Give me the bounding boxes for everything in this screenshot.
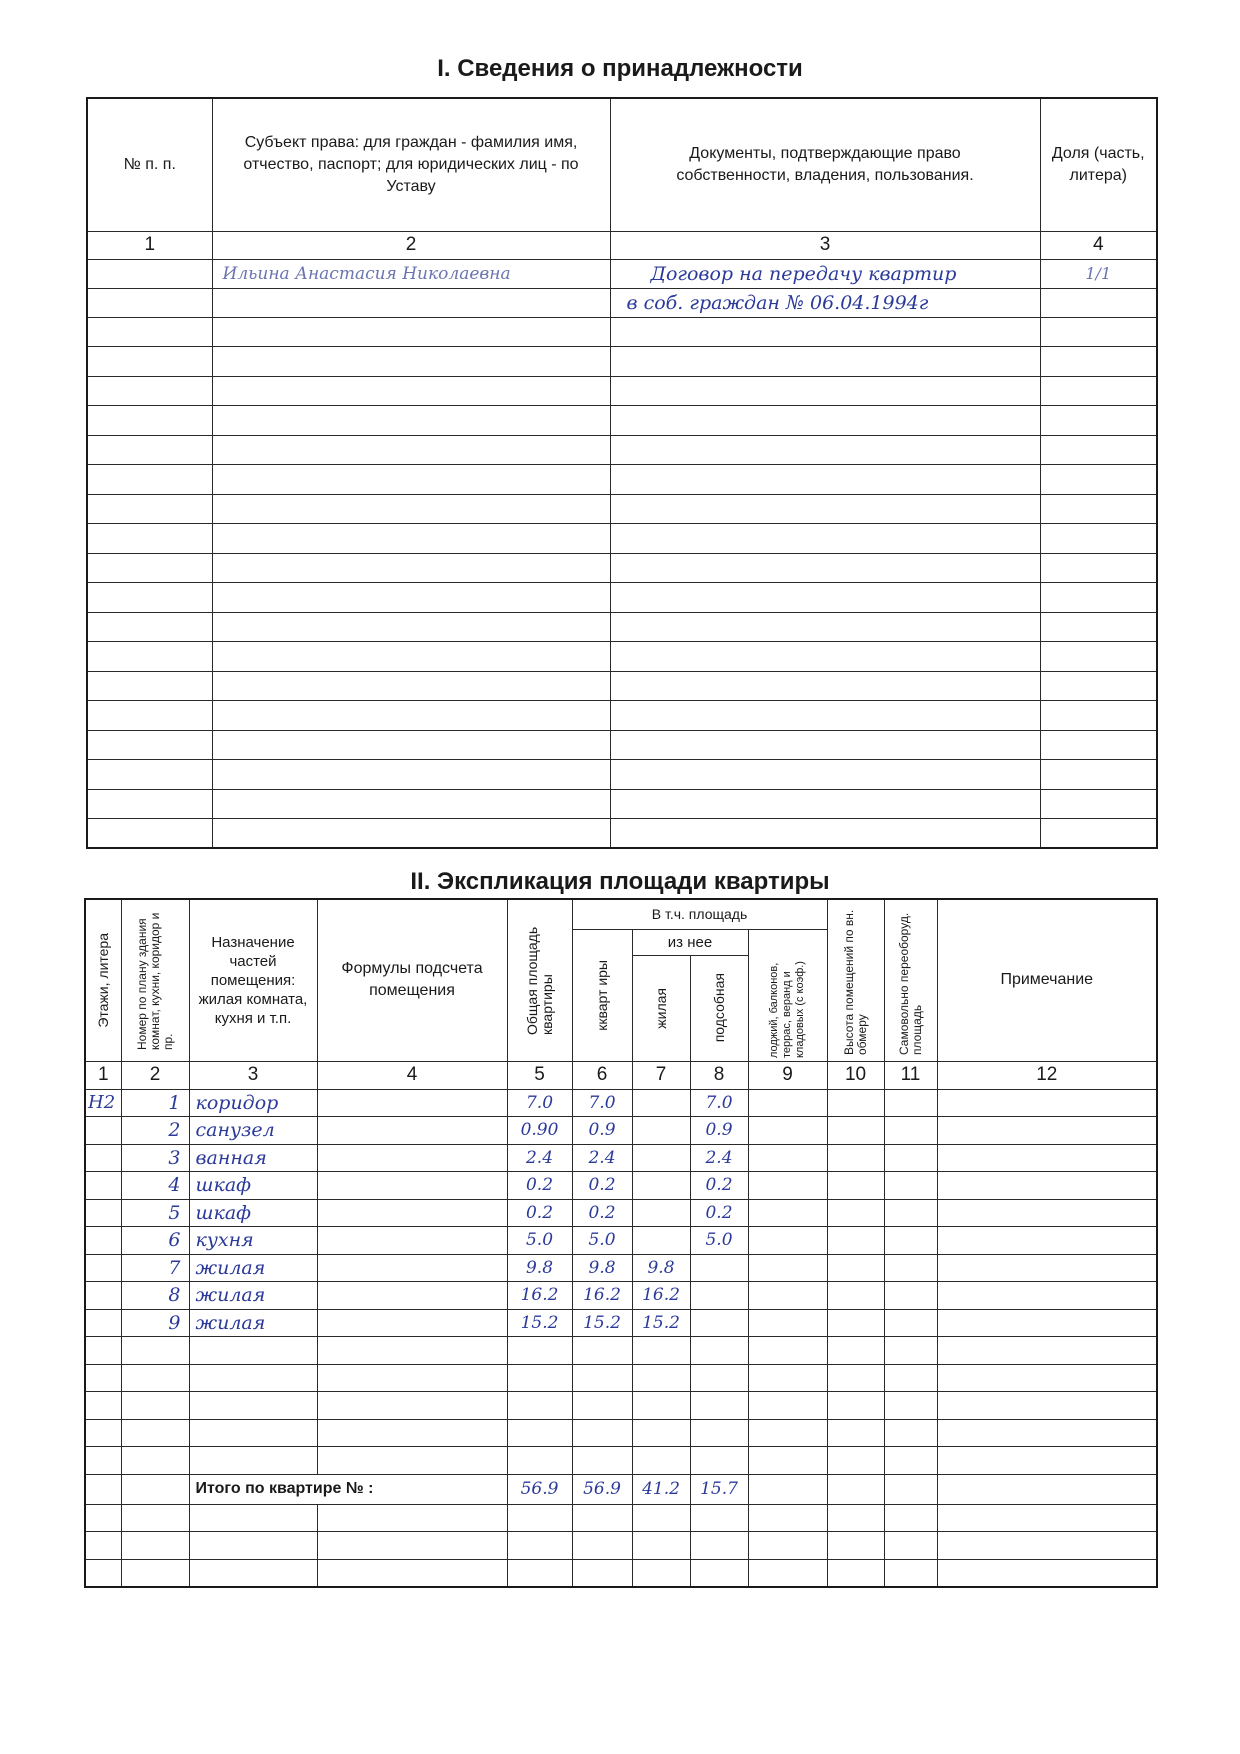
- table-cell: [827, 1504, 884, 1532]
- col-number: 1: [85, 1061, 121, 1089]
- ownership-empty-row: [87, 406, 1157, 436]
- table-cell: [937, 1117, 1157, 1145]
- ownership-empty-row: [87, 435, 1157, 465]
- total-area: 5.0: [507, 1227, 572, 1255]
- flat-area: 0.2: [572, 1199, 632, 1227]
- table-cell: [189, 1364, 317, 1392]
- table-cell: [937, 1392, 1157, 1420]
- table-cell: [937, 1364, 1157, 1392]
- table-row: [85, 1282, 1157, 1310]
- table-cell: [121, 1419, 189, 1447]
- table-row: [85, 1419, 1157, 1447]
- col-number: 3: [610, 231, 1040, 259]
- ownership-table: [86, 97, 1158, 849]
- room-purpose: шкаф: [189, 1172, 317, 1200]
- header-self-built: Самовольно переоборуд. площадь: [884, 899, 937, 1061]
- table-cell: [572, 1392, 632, 1420]
- table-cell: [632, 1392, 690, 1420]
- ownership-empty-row: [87, 524, 1157, 554]
- table-row: [85, 1089, 1157, 1117]
- room-purpose: жилая: [189, 1282, 317, 1310]
- table-cell: [884, 1337, 937, 1365]
- header-total-area: Общая площадь квартиры: [507, 899, 572, 1061]
- table-cell: [884, 1144, 937, 1172]
- table-row: [85, 1144, 1157, 1172]
- table-cell: [748, 1089, 827, 1117]
- table-cell: [572, 1559, 632, 1587]
- entry-document-line2: в соб. граждан № 06.04.1994г: [610, 288, 1040, 317]
- table-row: [85, 1199, 1157, 1227]
- room-purpose: кухня: [189, 1227, 317, 1255]
- total-row: [85, 1474, 1157, 1504]
- table-cell: [748, 1309, 827, 1337]
- auxiliary-area: [690, 1309, 748, 1337]
- table-cell: [632, 1364, 690, 1392]
- table-cell: [827, 1532, 884, 1560]
- table-row: [85, 1227, 1157, 1255]
- table-cell: [632, 1559, 690, 1587]
- col-number: 9: [748, 1061, 827, 1089]
- total-area: 0.90: [507, 1117, 572, 1145]
- header-auxiliary: подсобная: [690, 955, 748, 1061]
- table-cell: [884, 1447, 937, 1475]
- table-cell: [189, 1447, 317, 1475]
- col-number: 6: [572, 1061, 632, 1089]
- table-cell: [121, 1337, 189, 1365]
- table-cell: [507, 1337, 572, 1365]
- ownership-empty-row: [87, 730, 1157, 760]
- room-purpose: шкаф: [189, 1199, 317, 1227]
- table-row: [85, 1337, 1157, 1365]
- table-cell: [884, 1474, 937, 1504]
- total-area: 16.2: [507, 1282, 572, 1310]
- table-cell: [121, 1532, 189, 1560]
- table-cell: [937, 1089, 1157, 1117]
- table-cell: [937, 1309, 1157, 1337]
- table-cell: [827, 1474, 884, 1504]
- entry-subject: Ильина Анастасия Николаевна: [212, 259, 610, 288]
- living-area: 16.2: [632, 1282, 690, 1310]
- table-cell: [572, 1447, 632, 1475]
- header-height: Высота помещений по вн. обмеру: [827, 899, 884, 1061]
- table-row: [85, 1254, 1157, 1282]
- table-cell: [507, 1419, 572, 1447]
- table-cell: [937, 1144, 1157, 1172]
- table-cell: [572, 1504, 632, 1532]
- table-cell: [317, 1364, 507, 1392]
- col-number: 10: [827, 1061, 884, 1089]
- table-cell: [317, 1559, 507, 1587]
- auxiliary-area: 5.0: [690, 1227, 748, 1255]
- table-cell: [690, 1559, 748, 1587]
- ownership-empty-row: [87, 789, 1157, 819]
- auxiliary-area: 0.2: [690, 1199, 748, 1227]
- auxiliary-area: 7.0: [690, 1089, 748, 1117]
- col-number: 8: [690, 1061, 748, 1089]
- living-area: [632, 1199, 690, 1227]
- header-note: Примечание: [937, 899, 1157, 1061]
- flat-area: 7.0: [572, 1089, 632, 1117]
- table-cell: [121, 1559, 189, 1587]
- floor-value: [85, 1282, 121, 1310]
- table-cell: [827, 1447, 884, 1475]
- table-cell: [85, 1447, 121, 1475]
- room-number: 5: [121, 1199, 189, 1227]
- table-cell: [884, 1199, 937, 1227]
- header-flat-area: ккварт иры: [572, 929, 632, 1061]
- table-cell: [748, 1419, 827, 1447]
- floor-value: [85, 1227, 121, 1255]
- table-cell: [317, 1419, 507, 1447]
- table-cell: [827, 1282, 884, 1310]
- table-cell: [572, 1337, 632, 1365]
- table-cell: [884, 1089, 937, 1117]
- flat-sum: 56.9: [572, 1474, 632, 1504]
- floor-value: [85, 1172, 121, 1200]
- ownership-empty-row: [87, 701, 1157, 731]
- table-cell: [748, 1337, 827, 1365]
- header-purpose: Назначение частей помещения: жилая комната, кухня и т.п.: [189, 899, 317, 1061]
- table-cell: [937, 1282, 1157, 1310]
- table-cell: [690, 1364, 748, 1392]
- table-cell: [189, 1532, 317, 1560]
- header-documents: Документы, подтверждающие право собственности, владения, пользования.: [610, 98, 1040, 231]
- total-area: 2.4: [507, 1144, 572, 1172]
- table-cell: [572, 1532, 632, 1560]
- table-cell: [884, 1504, 937, 1532]
- total-area: 9.8: [507, 1254, 572, 1282]
- table-row: [85, 1447, 1157, 1475]
- living-area: [632, 1089, 690, 1117]
- table-cell: [317, 1337, 507, 1365]
- room-number: 7: [121, 1254, 189, 1282]
- table-row: [85, 1364, 1157, 1392]
- table-row: [85, 1172, 1157, 1200]
- table-cell: [884, 1309, 937, 1337]
- total-area: 7.0: [507, 1089, 572, 1117]
- table-cell: [632, 1504, 690, 1532]
- room-number: 3: [121, 1144, 189, 1172]
- total-area: 15.2: [507, 1309, 572, 1337]
- table-cell: [121, 1364, 189, 1392]
- table-cell: [690, 1392, 748, 1420]
- table-cell: [884, 1364, 937, 1392]
- total-sum: 56.9: [507, 1474, 572, 1504]
- table-cell: [748, 1447, 827, 1475]
- table-cell: [189, 1337, 317, 1365]
- header-share: Доля (часть, литера): [1040, 98, 1157, 231]
- area-explication-table: [84, 898, 1158, 1588]
- table-cell: [507, 1504, 572, 1532]
- table-cell: [884, 1117, 937, 1145]
- col-number: 2: [212, 231, 610, 259]
- table-cell: [884, 1392, 937, 1420]
- table-cell: [572, 1419, 632, 1447]
- table-cell: [507, 1364, 572, 1392]
- ownership-empty-row: [87, 347, 1157, 377]
- table-cell: [121, 1392, 189, 1420]
- room-purpose: санузел: [189, 1117, 317, 1145]
- table-cell: [827, 1227, 884, 1255]
- formula-cell: [317, 1282, 507, 1310]
- living-sum: 41.2: [632, 1474, 690, 1504]
- col-number: 4: [317, 1061, 507, 1089]
- ownership-empty-row: [87, 671, 1157, 701]
- table-cell: [937, 1227, 1157, 1255]
- room-purpose: коридор: [189, 1089, 317, 1117]
- entry-number: [87, 259, 212, 288]
- table-cell: [937, 1447, 1157, 1475]
- col-number: 2: [121, 1061, 189, 1089]
- ownership-empty-row: [87, 760, 1157, 790]
- flat-area: 9.8: [572, 1254, 632, 1282]
- ownership-empty-row: [87, 819, 1157, 849]
- ownership-empty-row: [87, 612, 1157, 642]
- flat-area: 5.0: [572, 1227, 632, 1255]
- table-cell: [690, 1504, 748, 1532]
- header-living: жилая: [632, 955, 690, 1061]
- table-cell: [317, 1447, 507, 1475]
- table-cell: [85, 1337, 121, 1365]
- ownership-empty-row: [87, 494, 1157, 524]
- section1-title: I. Сведения о принадлежности: [437, 55, 803, 82]
- table-cell: [690, 1419, 748, 1447]
- table-cell: [748, 1282, 827, 1310]
- room-number: 2: [121, 1117, 189, 1145]
- formula-cell: [317, 1117, 507, 1145]
- header-including-area: В т.ч. площадь: [572, 899, 827, 929]
- table-cell: [748, 1474, 827, 1504]
- table-row: [85, 1504, 1157, 1532]
- table-row: [85, 1117, 1157, 1145]
- table-cell: [748, 1144, 827, 1172]
- table-cell: [827, 1392, 884, 1420]
- formula-cell: [317, 1172, 507, 1200]
- table-cell: [937, 1419, 1157, 1447]
- section2-title: II. Экспликация площади квартиры: [410, 868, 830, 895]
- table-cell: [748, 1364, 827, 1392]
- living-area: 15.2: [632, 1309, 690, 1337]
- formula-cell: [317, 1254, 507, 1282]
- entry-document-line1: Договор на передачу квартир: [610, 259, 1040, 288]
- table-cell: [748, 1227, 827, 1255]
- flat-area: 16.2: [572, 1282, 632, 1310]
- living-area: [632, 1117, 690, 1145]
- entry-share: 1/1: [1040, 259, 1157, 288]
- auxiliary-sum: 15.7: [690, 1474, 748, 1504]
- table-cell: [884, 1419, 937, 1447]
- table-cell: [748, 1559, 827, 1587]
- table-cell: [827, 1199, 884, 1227]
- table-cell: [748, 1254, 827, 1282]
- table-row: [85, 1392, 1157, 1420]
- table-cell: [85, 1559, 121, 1587]
- total-area: 0.2: [507, 1199, 572, 1227]
- auxiliary-area: 2.4: [690, 1144, 748, 1172]
- floor-value: [85, 1199, 121, 1227]
- table-cell: [85, 1504, 121, 1532]
- total-area: 0.2: [507, 1172, 572, 1200]
- table-cell: [884, 1227, 937, 1255]
- header-subject: Субъект права: для граждан - фамилия имя, отчество, паспорт; для юридических лиц - по Уставу: [212, 98, 610, 231]
- table-cell: [884, 1559, 937, 1587]
- table-cell: [85, 1474, 121, 1504]
- living-area: [632, 1144, 690, 1172]
- table-cell: [937, 1532, 1157, 1560]
- table-cell: [317, 1392, 507, 1420]
- table-cell: [317, 1504, 507, 1532]
- table-row: [85, 1532, 1157, 1560]
- room-purpose: жилая: [189, 1309, 317, 1337]
- ownership-empty-row: [87, 376, 1157, 406]
- table-cell: [827, 1364, 884, 1392]
- room-purpose: ванная: [189, 1144, 317, 1172]
- living-area: [632, 1227, 690, 1255]
- header-of-it: из нее: [632, 929, 748, 955]
- table-cell: [632, 1447, 690, 1475]
- table-cell: [690, 1532, 748, 1560]
- table-cell: [85, 1419, 121, 1447]
- table-cell: [827, 1089, 884, 1117]
- floor-value: [85, 1144, 121, 1172]
- flat-area: 0.2: [572, 1172, 632, 1200]
- total-label: Итого по квартире № :: [189, 1474, 507, 1504]
- col-number: 7: [632, 1061, 690, 1089]
- auxiliary-area: 0.9: [690, 1117, 748, 1145]
- room-purpose: жилая: [189, 1254, 317, 1282]
- table-cell: [827, 1419, 884, 1447]
- formula-cell: [317, 1089, 507, 1117]
- table-cell: [690, 1447, 748, 1475]
- table-cell: [748, 1392, 827, 1420]
- table-cell: [507, 1447, 572, 1475]
- floor-value: [85, 1309, 121, 1337]
- table-cell: [827, 1309, 884, 1337]
- table-cell: [572, 1364, 632, 1392]
- table-cell: [937, 1172, 1157, 1200]
- table-cell: [189, 1559, 317, 1587]
- ownership-empty-row: [87, 583, 1157, 613]
- table-row: [85, 1559, 1157, 1587]
- table-cell: [748, 1117, 827, 1145]
- table-cell: [748, 1199, 827, 1227]
- table-cell: [85, 1364, 121, 1392]
- table-cell: [121, 1447, 189, 1475]
- col-number: 3: [189, 1061, 317, 1089]
- table-cell: [827, 1559, 884, 1587]
- formula-cell: [317, 1199, 507, 1227]
- table-cell: [937, 1254, 1157, 1282]
- flat-area: 0.9: [572, 1117, 632, 1145]
- table-cell: [827, 1254, 884, 1282]
- table-cell: [937, 1199, 1157, 1227]
- table-cell: [632, 1419, 690, 1447]
- table-cell: [884, 1282, 937, 1310]
- room-number: 9: [121, 1309, 189, 1337]
- ownership-empty-row: [87, 465, 1157, 495]
- table-cell: [189, 1419, 317, 1447]
- col-number: 5: [507, 1061, 572, 1089]
- table-cell: [85, 1532, 121, 1560]
- table-cell: [937, 1474, 1157, 1504]
- table-cell: [507, 1532, 572, 1560]
- table-cell: [189, 1504, 317, 1532]
- header-row-number: № п. п.: [87, 98, 212, 231]
- flat-area: 2.4: [572, 1144, 632, 1172]
- room-number: 8: [121, 1282, 189, 1310]
- table-cell: [121, 1504, 189, 1532]
- table-cell: [632, 1337, 690, 1365]
- room-number: 1: [121, 1089, 189, 1117]
- table-cell: [884, 1254, 937, 1282]
- header-floor: Этажи, литера: [85, 899, 121, 1061]
- auxiliary-area: 0.2: [690, 1172, 748, 1200]
- table-cell: [748, 1504, 827, 1532]
- floor-value: [85, 1254, 121, 1282]
- table-cell: [85, 1392, 121, 1420]
- formula-cell: [317, 1144, 507, 1172]
- table-cell: [937, 1337, 1157, 1365]
- table-cell: [884, 1172, 937, 1200]
- table-cell: [690, 1337, 748, 1365]
- flat-area: 15.2: [572, 1309, 632, 1337]
- table-cell: [827, 1117, 884, 1145]
- header-loggias: лоджий, балконов, террас, веранд и кладовых (с коэф.): [748, 929, 827, 1061]
- col-number: 4: [1040, 231, 1157, 259]
- living-area: 9.8: [632, 1254, 690, 1282]
- table-cell: [827, 1337, 884, 1365]
- living-area: [632, 1172, 690, 1200]
- table-cell: [748, 1532, 827, 1560]
- table-cell: [317, 1532, 507, 1560]
- col-number: 12: [937, 1061, 1157, 1089]
- auxiliary-area: [690, 1254, 748, 1282]
- table-cell: [507, 1392, 572, 1420]
- floor-value: [85, 1117, 121, 1145]
- header-room-number: Номер по плану здания комнат, кухни, коридор и пр.: [121, 899, 189, 1061]
- ownership-empty-row: [87, 642, 1157, 672]
- table-cell: [827, 1172, 884, 1200]
- table-row: [85, 1309, 1157, 1337]
- table-cell: [189, 1392, 317, 1420]
- room-number: 6: [121, 1227, 189, 1255]
- formula-cell: [317, 1309, 507, 1337]
- table-cell: [937, 1559, 1157, 1587]
- ownership-empty-row: [87, 553, 1157, 583]
- table-cell: [884, 1532, 937, 1560]
- header-formulas: Формулы подсчета помещения: [317, 899, 507, 1061]
- table-cell: [748, 1172, 827, 1200]
- col-number: 1: [87, 231, 212, 259]
- formula-cell: [317, 1227, 507, 1255]
- table-cell: [827, 1144, 884, 1172]
- ownership-empty-row: [87, 317, 1157, 347]
- room-number: 4: [121, 1172, 189, 1200]
- auxiliary-area: [690, 1282, 748, 1310]
- col-number: 11: [884, 1061, 937, 1089]
- table-cell: [937, 1504, 1157, 1532]
- floor-value: Н2: [85, 1089, 121, 1117]
- table-cell: [632, 1532, 690, 1560]
- table-cell: [507, 1559, 572, 1587]
